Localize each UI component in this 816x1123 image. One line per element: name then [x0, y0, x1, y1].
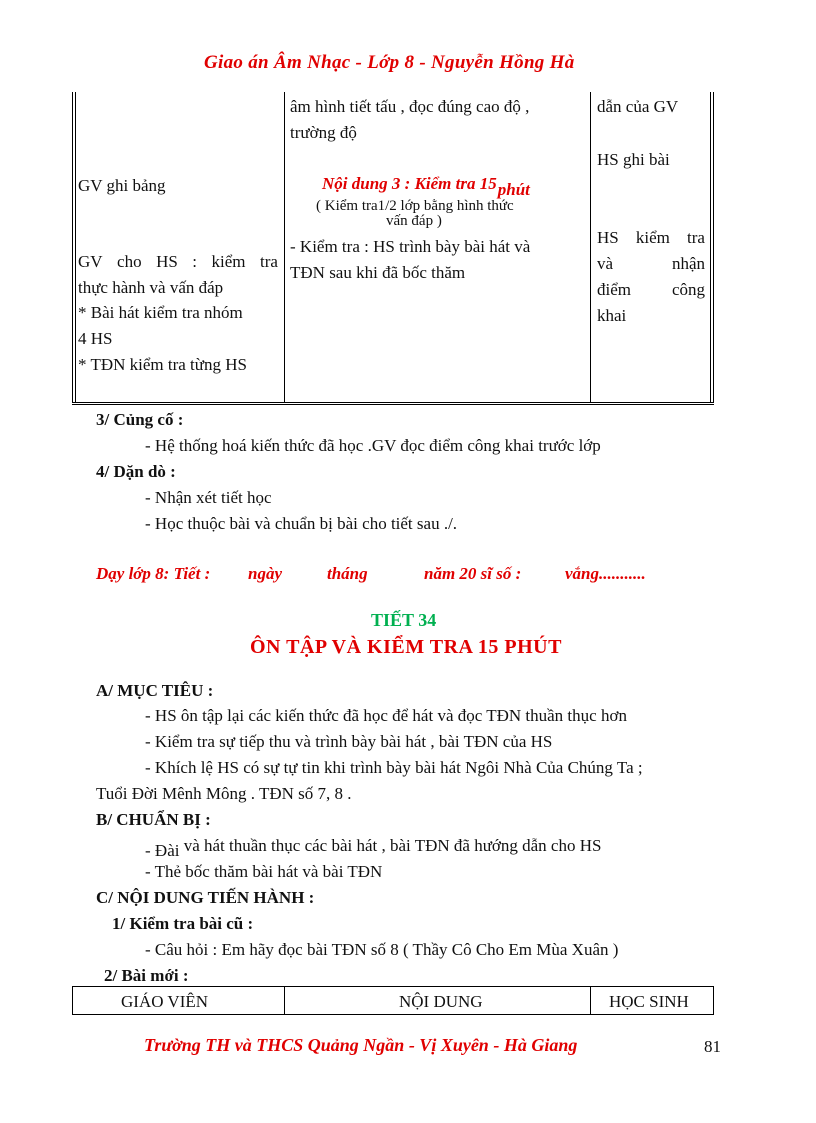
student-line-1: dẫn của GV: [597, 97, 679, 116]
teacher-line-4: 4 HS: [78, 329, 113, 348]
bai-moi-title: 2/ Bài mới :: [104, 966, 189, 985]
teacher-line-5: * TĐN kiểm tra từng HS: [78, 355, 247, 374]
word: HS: [156, 252, 178, 271]
content-sub-1: ( Kiểm tra1/2 lớp bằng hình thức: [316, 198, 514, 214]
class-line-c: tháng: [327, 564, 368, 583]
muc-tieu-line-4: Tuổi Đời Mênh Mông . TĐN số 7, 8 .: [96, 784, 352, 803]
chuan-bi-line-1: [145, 836, 602, 860]
word: :: [192, 252, 198, 271]
content-heading: [322, 174, 530, 199]
student-line-2: HS ghi bài: [597, 150, 670, 169]
teacher-line-1: GV ghi bảng: [78, 176, 166, 195]
muc-tieu-line-2: - Kiểm tra sự tiếp thu và trình bày bài hát , bài TĐN của HS: [145, 732, 553, 751]
word: tra: [687, 228, 705, 247]
muc-tieu-line-1: - HS ôn tập lại các kiến thức đã học để hát và đọc TĐN thuần thục hơn: [145, 706, 627, 725]
kiem-tra-line: - Câu hỏi : Em hãy đọc bài TĐN số 8 ( Thầy Cô Cho Em Mùa Xuân ): [145, 940, 619, 959]
page-number: 81: [704, 1037, 721, 1056]
student-line-3d: khai: [597, 306, 627, 325]
teacher-line-2a: [78, 252, 278, 272]
word: GV: [78, 252, 103, 271]
teacher-line-2b: thực hành và vấn đáp: [78, 278, 224, 297]
heading-sub: phút: [497, 180, 530, 199]
dan-do-title: 4/ Dặn dò :: [96, 462, 176, 481]
dan-do-line-1: - Nhận xét tiết học: [145, 488, 272, 507]
word: kiểm: [635, 228, 670, 247]
content-line-4: TĐN sau khi đã bốc thăm: [290, 263, 466, 282]
student-line-3b: [597, 254, 705, 274]
lesson-title: ÔN TẬP VÀ KIỂM TRA 15 PHÚT: [250, 636, 562, 658]
kiem-tra-title: 1/ Kiểm tra bài cũ :: [112, 914, 254, 933]
chuan-bi-rest: và hát thuần thục các bài hát , bài TĐN đã hướng dẫn cho HS: [183, 836, 602, 855]
class-line-e: vắng...........: [565, 564, 646, 583]
word: công: [671, 280, 705, 299]
cung-co-title: 3/ Củng cố :: [96, 410, 184, 429]
muc-tieu-title: A/ MỤC TIÊU :: [96, 681, 214, 700]
student-line-3a: [597, 228, 705, 248]
student-line-3c: [597, 280, 705, 300]
word: tra: [260, 252, 278, 271]
class-line-d: năm 20 sĩ số :: [424, 564, 522, 583]
content-sub-2: vấn đáp ): [386, 213, 442, 229]
header-student: HỌC SINH: [609, 992, 689, 1011]
word: điểm: [597, 280, 631, 299]
class-line-a: Dạy lớp 8: Tiết :: [96, 564, 211, 583]
page-header: Giao án Âm Nhạc - Lớp 8 - Nguyễn Hồng Hà: [204, 52, 575, 73]
word: và: [597, 254, 614, 273]
content-line-2: trường độ: [290, 123, 357, 142]
dan-do-line-2: - Học thuộc bài và chuẩn bị bài cho tiết sau ./.: [145, 514, 458, 533]
heading-main: Nội dung 3 : Kiểm tra 15: [322, 174, 497, 193]
content-line-1: âm hình tiết tấu , đọc đúng cao độ ,: [290, 97, 530, 116]
chuan-bi-title: B/ CHUẨN BỊ :: [96, 810, 211, 829]
class-line-b: ngày: [248, 564, 282, 583]
word: HS: [597, 228, 619, 247]
word: cho: [117, 252, 142, 271]
teacher-line-3: * Bài hát kiểm tra nhóm: [78, 303, 243, 322]
word: kiểm: [211, 252, 246, 271]
header-teacher: GIÁO VIÊN: [121, 992, 209, 1011]
word: nhận: [671, 254, 705, 273]
cung-co-line: - Hệ thống hoá kiến thức đã học .GV đọc điểm công khai trước lớp: [145, 436, 601, 455]
noi-dung-title: C/ NỘI DUNG TIẾN HÀNH :: [96, 888, 315, 907]
lesson-number: TIẾT 34: [371, 610, 437, 630]
muc-tieu-line-3: - Khích lệ HS có sự tự tin khi trình bày bài hát Ngôi Nhà Của Chúng Ta ;: [145, 758, 643, 777]
footer-school: Trường TH và THCS Quảng Ngần - Vị Xuyên - Hà Giang: [144, 1035, 578, 1055]
content-line-3: - Kiểm tra : HS trình bày bài hát và: [290, 237, 531, 256]
chuan-bi-dai: - Đài: [145, 841, 180, 860]
chuan-bi-line-2: - Thẻ bốc thăm bài hát và bài TĐN: [145, 862, 383, 881]
header-content: NỘI DUNG: [399, 992, 483, 1011]
